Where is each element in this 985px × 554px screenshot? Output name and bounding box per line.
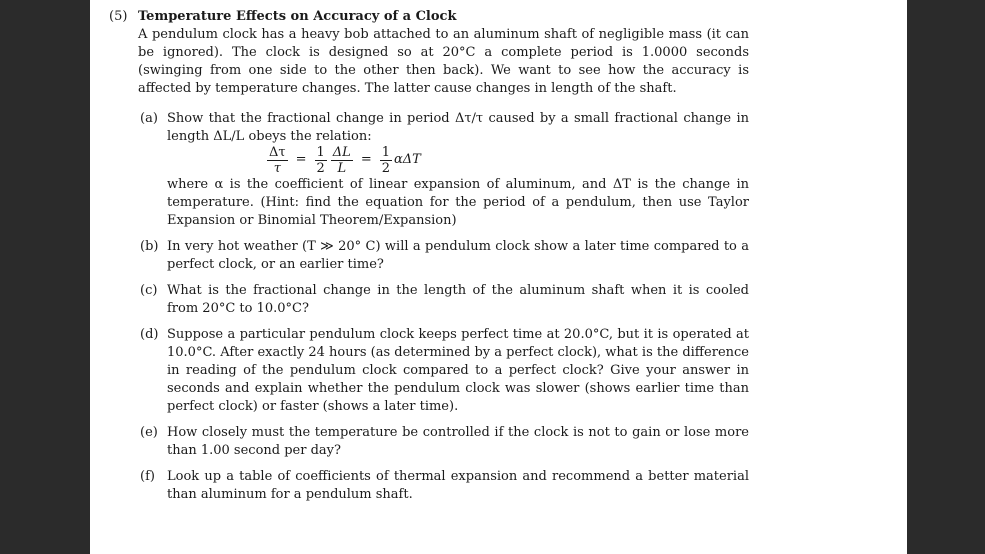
- part-c: [140, 282, 749, 318]
- part-c-text: What is the fractional change in the length of the aluminum shaft when it is cooled from 20°C to 10.0°C?: [167, 283, 749, 316]
- problem-text: [109, 8, 749, 504]
- part-a-lead: Show that the fractional change in period Δτ/τ caused by a small fractional change in length ΔL/L obeys the relation:: [167, 111, 749, 144]
- eq-sign-2: =: [360, 152, 372, 167]
- problem-heading: [109, 8, 749, 26]
- part-a-label: (a): [140, 111, 158, 126]
- part-c-label: (c): [140, 283, 158, 298]
- eq-rhs-coef: [380, 145, 392, 176]
- part-b: [140, 238, 749, 274]
- part-f: [140, 468, 749, 504]
- eq-sign-1: =: [295, 152, 307, 167]
- eq-mid-num: 1: [316, 144, 325, 160]
- eq-rhs-term: αΔT: [394, 152, 421, 167]
- eq-rhs-den: 2: [381, 160, 390, 176]
- part-a: [140, 110, 749, 230]
- eq-mid-term: [331, 145, 353, 176]
- problem-title: Temperature Effects on Accuracy of a Clock: [138, 9, 457, 24]
- eq-mid-den: 2: [316, 160, 325, 176]
- part-d-label: (d): [140, 327, 159, 342]
- part-a-after: where α is the coefficient of linear expansion of aluminum, and ΔT is the change in temperature. (Hint: find the equation for the period of a pendulum, then use Taylor Expansion or Binomial Theorem/Expansion): [167, 177, 749, 228]
- eq-lhs-den: τ: [273, 160, 281, 176]
- fraction-equation: [265, 142, 749, 178]
- eq-rhs-num: 1: [381, 144, 390, 160]
- problem-intro: A pendulum clock has a heavy bob attached to an aluminum shaft of negligible mass (it can be ignored). The clock is designed so at 20°C a complete period is 1.0000 seconds (swinging from one side to the other then back). We want to see how the accuracy is affected by temperature changes. The latter cause changes in length of the shaft.: [138, 27, 749, 96]
- part-e-label: (e): [140, 425, 158, 440]
- problem-number: (5): [109, 9, 128, 24]
- part-d-text: Suppose a particular pendulum clock keeps perfect time at 20.0°C, but it is operated at 10.0°C. After exactly 24 hours (as determined by a perfect clock), what is the difference in reading of the pendulum clock compared to a perfect clock? Give your answer in seconds and explain whether the pendulum clock was slower (shows earlier time than perfect clock) or faster (shows a later time).: [167, 327, 749, 414]
- part-e-text: How closely must the temperature be controlled if the clock is not to gain or lose more than 1.00 second per day?: [167, 425, 749, 458]
- part-f-label: (f): [140, 469, 155, 484]
- eq-lhs: [267, 145, 288, 176]
- part-b-text: In very hot weather (T ≫ 20° C) will a pendulum clock show a later time compared to a perfect clock, or an earlier time?: [167, 239, 749, 272]
- eq-mid-term-den: L: [337, 160, 347, 176]
- eq-mid-term-num: ΔL: [332, 144, 351, 160]
- part-b-label: (b): [140, 239, 159, 254]
- part-e: [140, 424, 749, 460]
- part-d: [140, 326, 749, 416]
- eq-lhs-num: Δτ: [269, 144, 286, 160]
- part-f-text: Look up a table of coefficients of thermal expansion and recommend a better material than aluminum for a pendulum shaft.: [167, 469, 749, 502]
- eq-mid-coef: [315, 145, 327, 176]
